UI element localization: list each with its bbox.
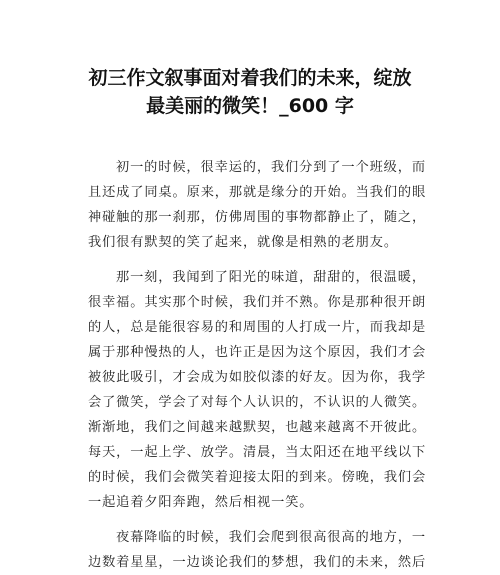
text-line: 的时候，我们会微笑着迎接太阳的到来。傍晚，我们会 <box>88 470 427 485</box>
text-line: 边数着星星，一边谈论我们的梦想，我们的未来，然后 <box>88 555 427 570</box>
text-line: 神碰触的那一刹那，仿佛周围的事物都静止了，随之， <box>88 210 427 225</box>
text-line: 属于那种慢热的人，也许正是因为这个原因，我们才会 <box>88 345 427 360</box>
text-line: 且还成了同桌。原来，那就是缘分的开始。当我们的眼 <box>88 185 427 200</box>
text-line: 渐渐地，我们之间越来越默契，也越来越离不开彼此。 <box>88 420 427 435</box>
title-line-2: 最美丽的微笑！_600 字 <box>146 95 354 117</box>
text-line: 的人，总是能很容易的和周围的人打成一片，而我却是 <box>88 320 427 335</box>
text-line: 每天，一起上学、放学。清晨，当太阳还在地平线以下 <box>88 445 427 460</box>
text-line: 那一刻，我闻到了阳光的味道，甜甜的，很温暖， <box>116 270 426 285</box>
title-line-1: 初三作文叙事面对着我们的未来，绽放 <box>88 67 412 89</box>
paragraph <box>88 525 428 575</box>
text-line: 我们很有默契的笑了起来，就像是相熟的老朋友。 <box>88 235 398 250</box>
article-body <box>88 155 428 575</box>
paragraph <box>88 265 428 515</box>
page-title <box>40 64 460 120</box>
text-line: 夜幕降临的时候，我们会爬到很高很高的地方，一 <box>116 530 426 545</box>
paragraph <box>88 155 428 255</box>
text-line: 一起追着夕阳奔跑，然后相视一笑。 <box>88 495 314 510</box>
text-line: 被彼此吸引，才会成为如胶似漆的好友。因为你，我学 <box>88 370 427 385</box>
text-line: 初一的时候，很幸运的，我们分到了一个班级，而 <box>116 160 426 175</box>
text-line: 会了微笑，学会了对每个人认识的，不认识的人微笑。 <box>88 395 427 410</box>
text-line: 很幸福。其实那个时候，我们并不熟。你是那种很开朗 <box>88 295 427 310</box>
